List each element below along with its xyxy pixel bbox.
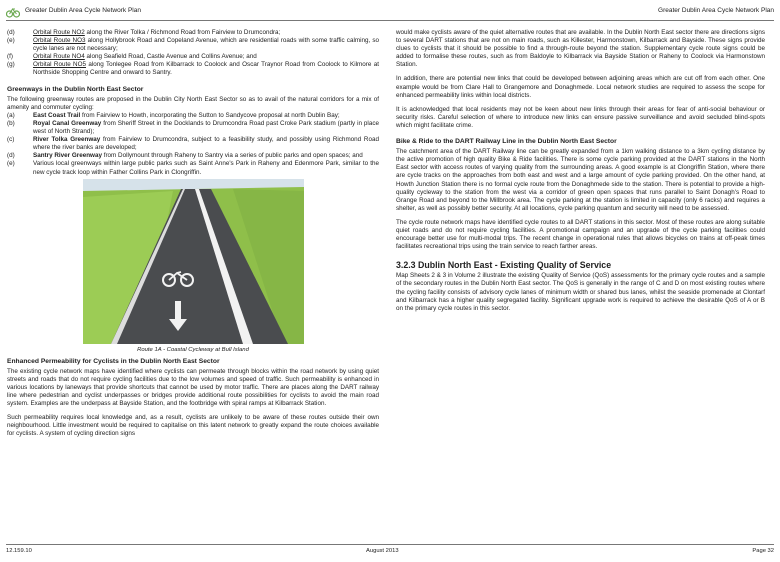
- list-item: [7, 37, 379, 53]
- greenways-intro: The following greenway routes are proposed in the Dublin City North East Sector so as to avail of the natural corridors for a mix of amenity and commuter cycling:: [7, 95, 379, 111]
- greenway-name: East Coast Trail: [33, 111, 81, 119]
- header-title-left: Greater Dublin Area Cycle Network Plan: [25, 7, 141, 14]
- list-label: (f): [7, 53, 13, 61]
- permeability-paragraph-1: The existing cycle network maps have identified where cyclists can permeate through blocks within the road network by using quiet streets and roads that do not require cycling facilities due to the low volumes and speed of traffic. Such permeability is enhanced in various locations by laneways that provide shortcuts that cannot be used by motor traffic. There are places along the DART railway line where pedestrian and cyclist underpasses or bridges provide additional route possibilities for cyclists to avoid the main road system. Examples are the underpass at Bayside Station, and the footbridge with spiral ramps at Kilbarrack Station.: [7, 367, 379, 408]
- greenways-list: [7, 112, 379, 177]
- list-item: [7, 136, 379, 152]
- list-item: [7, 152, 379, 160]
- permeability-heading: Enhanced Permeability for Cyclists in the Dublin North East Sector: [7, 357, 220, 365]
- paragraph: The catchment area of the DART Railway line can be greatly expanded from a 1km walking distance to a 3km cycling distance by the active promotion of high quality Bike & Ride facilities. There is some cycle parking provided at the DART stations in the North East sector with access routes of varying quality from the surrounding areas. A good example is at Clongriffin Station, where there are cycle tracks on the approaches from both east and west and a large amount of cycle parking provided. On the other hand, at Howth Junction Station there is no formal cycle route from the Donaghmede side to the station. There is potential to provide a high-quality cycleway to the station from the west via a corridor of green open spaces that runs parallel to Saint Donagh's Road to Grange Road and beyond to the Millbrook area. The cycle parking at the station is limited in capacity (only 6 racks) and requires a shelter, as well as possibly better security. At all locations, cycle parking quantum and security will need to be assessed.: [396, 148, 765, 212]
- footer-ref: 12.159.10: [6, 548, 32, 554]
- footer-date: August 2013: [366, 548, 399, 554]
- orbital-routes-list: [7, 29, 379, 78]
- photo-caption: Route 1A - Coastal Cycleway at Bull Island: [137, 346, 249, 353]
- list-text: along the River Tolka / Richmond Road from Fairview to Drumcondra;: [84, 29, 281, 36]
- list-item: [7, 112, 379, 120]
- permeability-paragraph-2: Such permeability requires local knowledge and, as a result, cyclists are unlikely to be aware of these routes outside their own neighbourhood. Little investment would be required to capitalise on this latent network to greatly expand the route choices available for cyclists. A system of cycling direction signs: [7, 414, 379, 438]
- list-text: from Fairview to Drumcondra, subject to a feasibility study, and possibly using Richmond Road where the river banks are developed;: [33, 136, 379, 152]
- section-heading: 3.2.3 Dublin North East - Existing Quality of Service: [396, 260, 612, 271]
- list-text: along Hollybrook Road and Copeland Avenue, which are residential roads with some traffic calming, so cycle lanes are not necessary;: [33, 37, 380, 53]
- list-label: (e): [7, 160, 15, 168]
- paragraph: In addition, there are potential new links that could be developed between adjoining areas which are cut off from each other. One example would be from Clare Hall to Grangemore and Donaghmede. Local network studies are required to assess the scope for enhanced permeability links within local districts.: [396, 75, 765, 99]
- list-text: Various local greenways within large public parks such as Saint Anne's Park in Raheny and Edenmore Park, similar to the new cycle track loop within Father Collins Park in Clongriffin.: [33, 160, 379, 176]
- left-column: [7, 29, 379, 445]
- route-link: Orbital Route NO3: [33, 37, 86, 45]
- paragraph: The cycle route network maps have identified cycle routes to all DART stations in this sector. Most of these routes are along suitable quiet roads and do not require cycling facilities. A promotional campaign and an upgrade of the cycle parking facilities could encourage better use for multi-modal trips. The recent change in operational rules that allows bicycles on trains at off-peak times facilitates recreational trips using the train service to reach farther areas.: [396, 218, 765, 251]
- footer-page: Page 32: [752, 548, 774, 554]
- list-label: (d): [7, 29, 15, 36]
- route-link: Orbital Route NO2: [33, 29, 85, 36]
- bicycle-logo-icon: [6, 6, 20, 18]
- right-column: [396, 29, 765, 319]
- greenway-name: Royal Canal Greenway: [33, 119, 102, 127]
- list-label: (e): [7, 37, 15, 45]
- list-label: (g): [7, 61, 15, 69]
- list-item: [7, 29, 379, 37]
- list-label: (a): [7, 111, 15, 119]
- list-text: from Dollymount through Raheny to Santry via a series of public parks and open spaces; and: [101, 152, 363, 160]
- paragraph: It is acknowledged that local residents may not be keen about new links through their areas for fear of anti-social behaviour or security risks. Careful selection of where to introduce new links can ensure passive surveillance and avoid secluded blind-spots which might facilitate crime.: [396, 105, 765, 129]
- paragraph: would make cyclists aware of the quiet alternative routes that are available. In the Dublin North East sector there are directions signs to several DART stations that are not on main roads, such as Killester, Harmonstown, Kilbarrack and Bayside. These signs provide clues to cyclists that it should be possible to find a through-route beyond the station. Supplementary cycle route signs could be added to formalise these routes, such as from Baldoyle to Kilbarrack via Bayside Station or Raheny to Coolock via Harmonstown Station.: [396, 29, 765, 69]
- list-label: (b): [7, 119, 15, 127]
- bike-ride-heading: Bike & Ride to the DART Railway Line in the Dublin North East Sector: [396, 138, 617, 146]
- list-text: along Tonlegee Road from Kilbarrack to Coolock and Oscar Traynor Road from Coolock to Kilmore at Northside Shopping Centre and onward to Santry.: [33, 61, 379, 77]
- list-text: along Seafield Road, Castle Avenue and Collins Avenue; and: [84, 53, 257, 61]
- greenway-name: River Tolka Greenway: [33, 136, 101, 144]
- route-link: Orbital Route NO5: [33, 61, 86, 69]
- header-title-right: Greater Dublin Area Cycle Network Plan: [658, 7, 774, 14]
- cycleway-photo: [83, 179, 304, 344]
- page-header: [6, 6, 774, 21]
- list-item: [7, 53, 379, 61]
- route-link: Orbital Route NO4: [33, 53, 85, 61]
- page-footer: [6, 544, 774, 557]
- list-item: [7, 160, 379, 176]
- list-label: (c): [7, 136, 15, 144]
- list-item: [7, 61, 379, 77]
- greenway-name: Santry River Greenway: [33, 152, 102, 160]
- list-text: from Sheriff Street in the Docklands to Drumcondra Road past Croke Park stadium (partly in place west of North Strand);: [33, 119, 379, 136]
- list-label: (d): [7, 152, 15, 160]
- greenways-heading: Greenways in the Dublin North East Sector: [7, 85, 144, 93]
- list-text: from Fairview to Howth, incorporating the Sutton to Sandycove proposal at north Dublin Bay;: [80, 111, 340, 119]
- list-item: [7, 120, 379, 136]
- paragraph: Map Sheets 2 & 3 in Volume 2 illustrate the existing Quality of Service (QoS) assessments for the primary cycle routes and a sample of the secondary routes in the Dublin North East sector. The QoS is generally in the range of C and D on most existing routes where the cycling facility consists of advisory cycle lanes of minimum width or shared bus lanes, whilst the seaside promenade at Clontarf and Kilbarrack has a higher quality segregated facility. Significant upgrade work is required to achieve the desirable QoS of A or B on the primary cycle routes in this sector.: [396, 272, 765, 312]
